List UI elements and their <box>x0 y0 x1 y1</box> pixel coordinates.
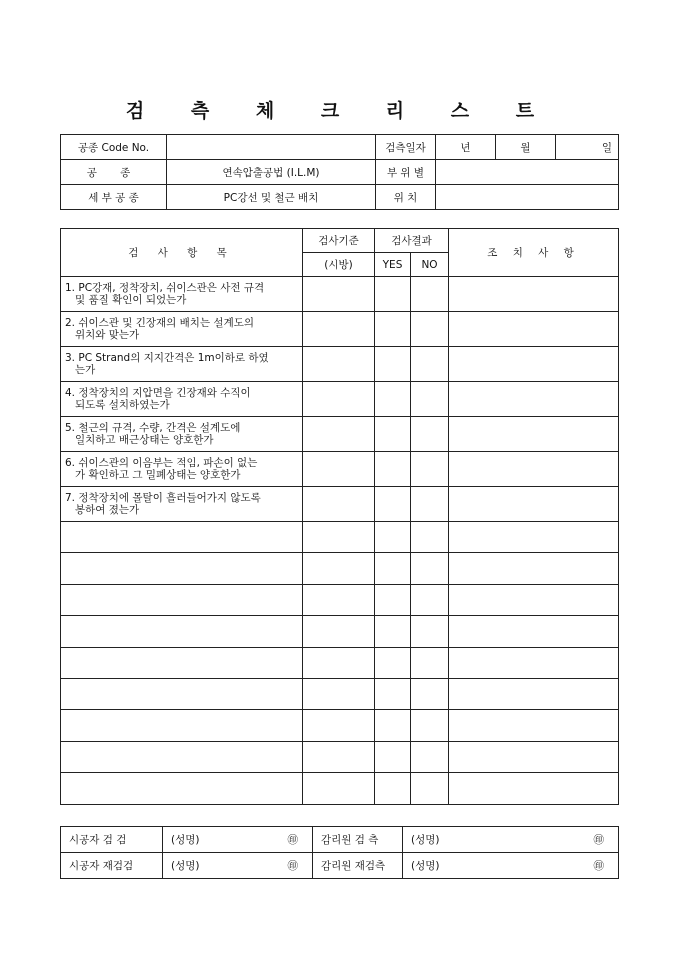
checklist-row <box>61 584 619 615</box>
checklist-item-cell <box>61 452 303 487</box>
detail-value[interactable]: PC강선 및 철근 배치 <box>167 185 376 210</box>
checklist-criteria-cell[interactable] <box>303 678 375 709</box>
checklist-row <box>61 553 619 584</box>
checklist-no-cell[interactable] <box>411 678 449 709</box>
seal-icon: ㊞ <box>287 860 298 872</box>
checklist-yes-cell[interactable] <box>375 647 411 678</box>
checklist-yes-cell[interactable] <box>375 452 411 487</box>
item-text-line2: 일치하고 배근상태는 양호한가 <box>75 434 214 446</box>
checklist-yes-cell[interactable] <box>375 417 411 452</box>
supervisor-reinspect-label: 감리원 재검측 <box>313 853 403 879</box>
item-text-line2: 및 품질 확인이 되었는가 <box>75 294 187 306</box>
info-row-code <box>61 135 619 160</box>
checklist-action-cell[interactable] <box>449 347 619 382</box>
checklist-action-cell[interactable] <box>449 277 619 312</box>
checklist-criteria-cell[interactable] <box>303 647 375 678</box>
supervisor-reinspect-sign[interactable] <box>403 853 619 879</box>
sign-label: (성명) <box>411 860 440 872</box>
info-table <box>60 134 619 210</box>
date-year[interactable]: 년 <box>436 135 496 160</box>
header-no: NO <box>411 253 449 277</box>
work-value[interactable]: 연속압출공법 (I.L.M) <box>167 160 376 185</box>
location-label: 위 치 <box>376 185 436 210</box>
header-criteria-2: (시방) <box>303 253 375 277</box>
checklist-action-cell[interactable] <box>449 312 619 347</box>
checklist-item-cell <box>61 277 303 312</box>
checklist-yes-cell[interactable] <box>375 678 411 709</box>
part-value[interactable] <box>436 160 619 185</box>
signature-table <box>60 826 619 879</box>
seal-icon: ㊞ <box>593 834 604 846</box>
checklist-item-cell <box>61 710 303 741</box>
checklist-yes-cell[interactable] <box>375 312 411 347</box>
checklist-no-cell[interactable] <box>411 647 449 678</box>
checklist-row <box>61 452 619 487</box>
item-text-line2: 위치와 맞는가 <box>75 329 140 341</box>
document-title: 검 측 체 크 리 스 트 <box>125 100 555 122</box>
checklist-item-cell <box>61 522 303 553</box>
checklist-item-cell <box>61 741 303 772</box>
signature-row-2 <box>61 853 619 879</box>
checklist-yes-cell[interactable] <box>375 487 411 522</box>
item-text-line2: 봉하여 졌는가 <box>75 504 140 516</box>
item-text-line1: 6. 쉬이스관의 이음부는 적임, 파손이 없는 <box>65 457 258 469</box>
code-label: 공종 Code No. <box>61 135 167 160</box>
checklist-no-cell[interactable] <box>411 347 449 382</box>
info-row-detail <box>61 185 619 210</box>
checklist-criteria-cell[interactable] <box>303 417 375 452</box>
checklist-item-cell <box>61 417 303 452</box>
checklist-yes-cell[interactable] <box>375 616 411 647</box>
header-result: 검사결과 <box>375 229 449 253</box>
checklist-yes-cell[interactable] <box>375 553 411 584</box>
checklist-criteria-cell[interactable] <box>303 741 375 772</box>
sign-label: (성명) <box>171 860 200 872</box>
checklist-row <box>61 347 619 382</box>
date-label: 검측일자 <box>376 135 436 160</box>
checklist-criteria-cell[interactable] <box>303 584 375 615</box>
item-text-line2: 는가 <box>75 364 96 376</box>
checklist-item-cell <box>61 773 303 804</box>
checklist-no-cell[interactable] <box>411 487 449 522</box>
checklist-row <box>61 487 619 522</box>
checklist-no-cell[interactable] <box>411 553 449 584</box>
checklist-action-cell[interactable] <box>449 522 619 553</box>
checklist-item-cell <box>61 553 303 584</box>
checklist-item-cell <box>61 616 303 647</box>
checklist-action-cell[interactable] <box>449 616 619 647</box>
header-criteria-1: 검사기준 <box>303 229 375 253</box>
checklist-no-cell[interactable] <box>411 452 449 487</box>
checklist-yes-cell[interactable] <box>375 382 411 417</box>
item-text-line1: 4. 정착장치의 지압면을 긴장재와 수직이 <box>65 387 251 399</box>
checklist-table <box>60 228 619 805</box>
work-label: 공 종 <box>61 160 167 185</box>
checklist-criteria-cell[interactable] <box>303 487 375 522</box>
checklist-criteria-cell[interactable] <box>303 277 375 312</box>
checklist-no-cell[interactable] <box>411 522 449 553</box>
checklist-yes-cell[interactable] <box>375 522 411 553</box>
checklist-criteria-cell[interactable] <box>303 773 375 804</box>
sign-label: (성명) <box>171 834 200 846</box>
checklist-row <box>61 382 619 417</box>
checklist-criteria-cell[interactable] <box>303 710 375 741</box>
contractor-inspect-sign[interactable] <box>163 827 313 853</box>
checklist-criteria-cell[interactable] <box>303 382 375 417</box>
checklist-row <box>61 773 619 804</box>
checklist-criteria-cell[interactable] <box>303 452 375 487</box>
date-month[interactable]: 월 <box>496 135 556 160</box>
checklist-no-cell[interactable] <box>411 773 449 804</box>
checklist-action-cell[interactable] <box>449 487 619 522</box>
seal-icon: ㊞ <box>593 860 604 872</box>
checklist-row <box>61 741 619 772</box>
checklist-criteria-cell[interactable] <box>303 347 375 382</box>
supervisor-inspect-label: 감리원 검 측 <box>313 827 403 853</box>
checklist-yes-cell[interactable] <box>375 347 411 382</box>
checklist-criteria-cell[interactable] <box>303 616 375 647</box>
checklist-action-cell[interactable] <box>449 741 619 772</box>
checklist-action-cell[interactable] <box>449 584 619 615</box>
header-action: 조 치 사 항 <box>449 229 619 277</box>
checklist-row <box>61 312 619 347</box>
sign-label: (성명) <box>411 834 440 846</box>
item-text-line1: 1. PC강재, 정착장치, 쉬이스관은 사전 규격 <box>65 282 265 294</box>
seal-icon: ㊞ <box>287 834 298 846</box>
checklist-action-cell[interactable] <box>449 452 619 487</box>
checklist-yes-cell[interactable] <box>375 773 411 804</box>
checklist-row <box>61 678 619 709</box>
checklist-no-cell[interactable] <box>411 277 449 312</box>
header-yes: YES <box>375 253 411 277</box>
checklist-yes-cell[interactable] <box>375 277 411 312</box>
checklist-row <box>61 710 619 741</box>
checklist-criteria-cell[interactable] <box>303 522 375 553</box>
checklist-item-cell <box>61 347 303 382</box>
checklist-action-cell[interactable] <box>449 710 619 741</box>
checklist-action-cell[interactable] <box>449 678 619 709</box>
supervisor-inspect-sign[interactable] <box>403 827 619 853</box>
checklist-criteria-cell[interactable] <box>303 553 375 584</box>
code-value[interactable] <box>167 135 376 160</box>
checklist-row <box>61 417 619 452</box>
date-day[interactable]: 일 <box>556 135 619 160</box>
contractor-reinspect-label: 시공자 재검검 <box>61 853 163 879</box>
signature-row-1 <box>61 827 619 853</box>
checklist-no-cell[interactable] <box>411 312 449 347</box>
checklist-action-cell[interactable] <box>449 647 619 678</box>
checklist-row <box>61 647 619 678</box>
checklist-item-cell <box>61 678 303 709</box>
checklist-no-cell[interactable] <box>411 741 449 772</box>
checklist-item-cell <box>61 584 303 615</box>
checklist-item-cell <box>61 312 303 347</box>
checklist-item-cell <box>61 382 303 417</box>
checklist-header-row-1 <box>61 229 619 253</box>
item-text-line1: 5. 철근의 규격, 수량, 간격은 설계도에 <box>65 422 241 434</box>
checklist-action-cell[interactable] <box>449 773 619 804</box>
contractor-reinspect-sign[interactable] <box>163 853 313 879</box>
item-text-line2: 되도록 설치하였는가 <box>75 399 170 411</box>
checklist-item-cell <box>61 487 303 522</box>
location-value[interactable] <box>436 185 619 210</box>
item-text-line1: 3. PC Strand의 지지간격은 1m이하로 하였 <box>65 352 269 364</box>
checklist-no-cell[interactable] <box>411 417 449 452</box>
part-label: 부 위 별 <box>376 160 436 185</box>
item-text-line2: 가 확인하고 그 밀폐상태는 양호한가 <box>75 469 241 481</box>
checklist-no-cell[interactable] <box>411 584 449 615</box>
checklist-action-cell[interactable] <box>449 382 619 417</box>
checklist-action-cell[interactable] <box>449 417 619 452</box>
checklist-item-cell <box>61 647 303 678</box>
checklist-yes-cell[interactable] <box>375 584 411 615</box>
checklist-criteria-cell[interactable] <box>303 312 375 347</box>
checklist-no-cell[interactable] <box>411 710 449 741</box>
item-text-line1: 2. 쉬이스관 및 긴장재의 배치는 설계도의 <box>65 317 254 329</box>
info-row-work <box>61 160 619 185</box>
checklist-yes-cell[interactable] <box>375 741 411 772</box>
checklist-no-cell[interactable] <box>411 616 449 647</box>
checklist-row <box>61 277 619 312</box>
contractor-inspect-label: 시공자 검 검 <box>61 827 163 853</box>
checklist-no-cell[interactable] <box>411 382 449 417</box>
checklist-row <box>61 522 619 553</box>
checklist-yes-cell[interactable] <box>375 710 411 741</box>
checklist-action-cell[interactable] <box>449 553 619 584</box>
header-item: 검 사 항 목 <box>61 229 303 277</box>
item-text-line1: 7. 정착장치에 몰탈이 흘러들어가지 않도록 <box>65 492 261 504</box>
detail-label: 세 부 공 종 <box>61 185 167 210</box>
checklist-row <box>61 616 619 647</box>
